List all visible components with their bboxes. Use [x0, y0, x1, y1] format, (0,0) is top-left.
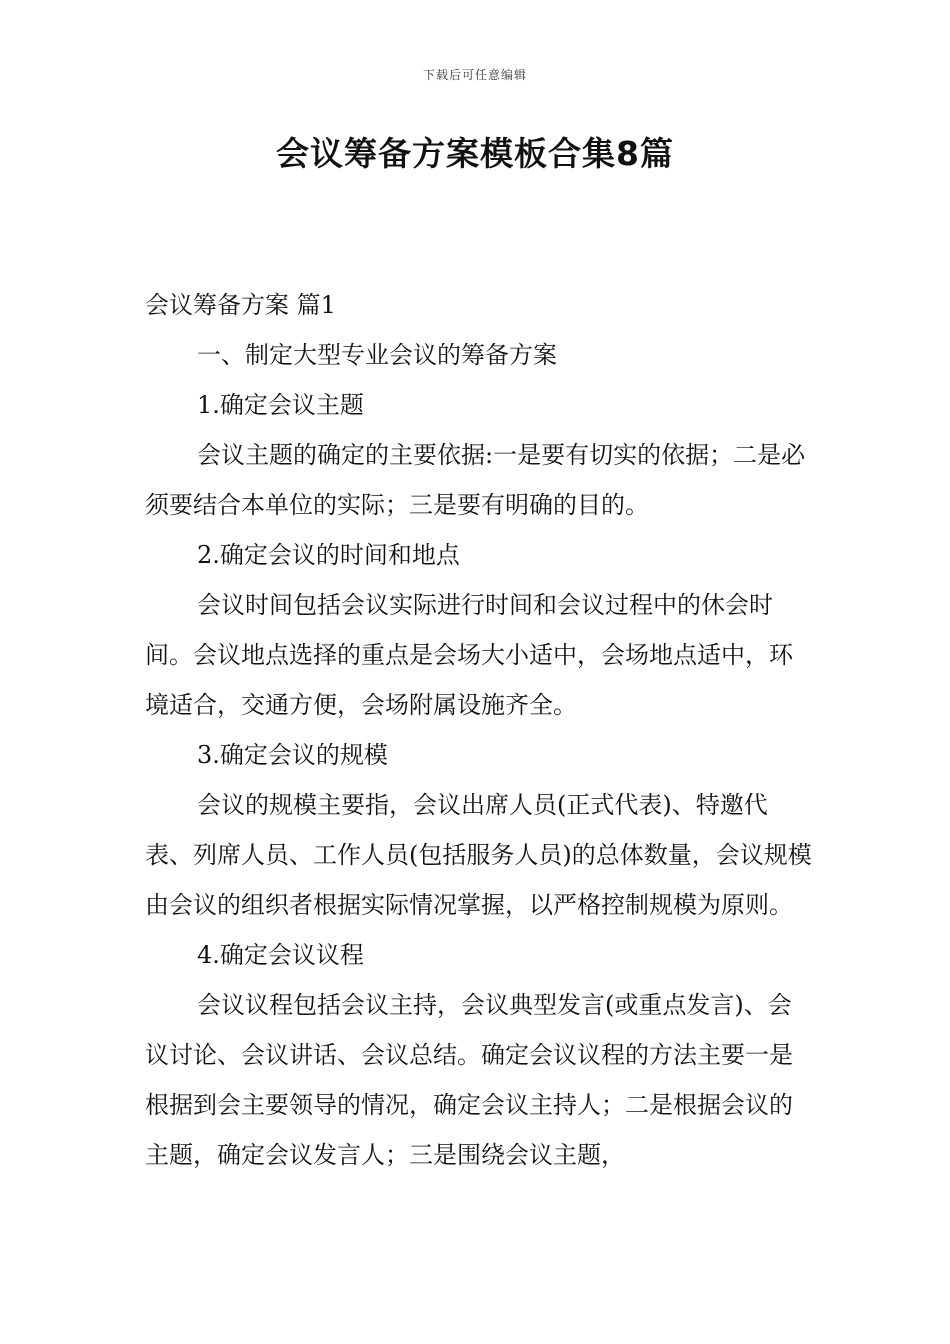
header-note: 下载后可任意编辑: [422, 68, 527, 82]
paragraph-heading: 一、制定大型专业会议的筹备方案: [197, 341, 557, 369]
paragraph-agenda: 会议议程包括会议主持，会议典型发言(或重点发言)、会议讨论、会议讲话、会议总结。确定会议议程的方法主要一是根据到会主要领导的情况，确定会议主持人；二是根据会议的主题，确定会议发言人；三是围绕会议主题，: [145, 991, 793, 1169]
document-body: [145, 280, 815, 1180]
subheading-agenda: 4.确定会议议程: [197, 941, 364, 969]
document-title: 会议筹备方案模板合集8篇: [276, 134, 674, 173]
subheading-topic: 1.确定会议主题: [197, 391, 364, 419]
subheading-time-place: 2.确定会议的时间和地点: [197, 541, 460, 569]
paragraph-topic: 会议主题的确定的主要依据:一是要有切实的依据；二是必须要结合本单位的实际；三是要有明确的目的。: [145, 441, 806, 519]
paragraph-time-place: 会议时间包括会议实际进行时间和会议过程中的休会时间。会议地点选择的重点是会场大小适中，会场地点适中，环境适合，交通方便，会场附属设施齐全。: [145, 591, 793, 719]
section-heading: 会议筹备方案 篇1: [145, 291, 336, 319]
paragraph-scale: 会议的规模主要指，会议出席人员(正式代表)、特邀代表、列席人员、工作人员(包括服务人员)的总体数量，会议规模由会议的组织者根据实际情况掌握，以严格控制规模为原则。: [145, 791, 812, 919]
subheading-scale: 3.确定会议的规模: [197, 741, 388, 769]
